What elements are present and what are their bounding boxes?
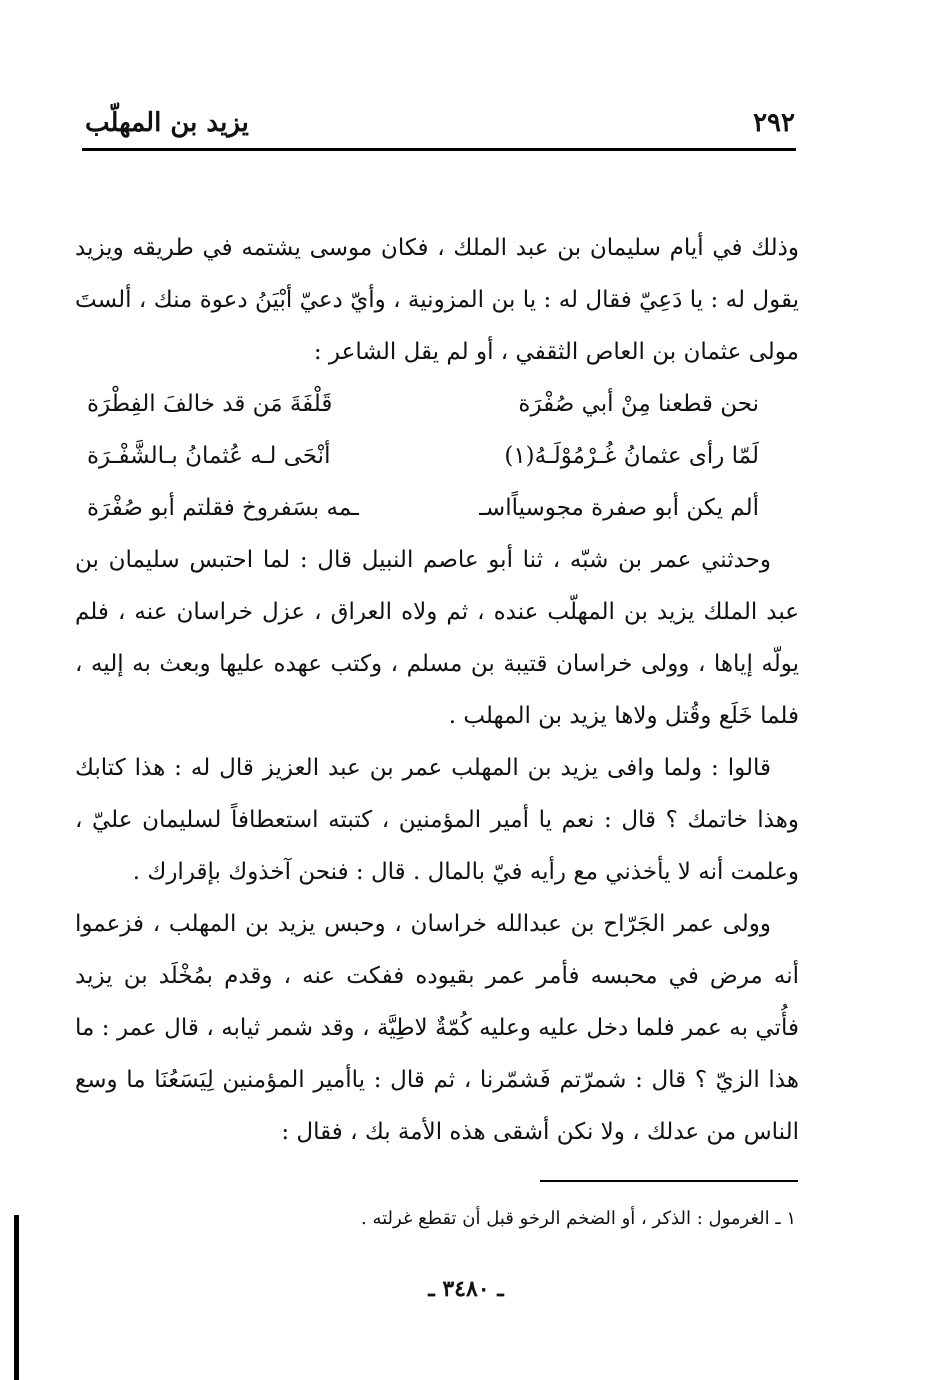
running-title: يزيد بن المهلّب — [85, 108, 249, 138]
verse-line — [87, 482, 759, 534]
footnote-rule — [540, 1180, 798, 1182]
verse-first-hemistich: لَمّا رأى عثمانُ غُـرْمُوْلَـهُ(١) — [504, 443, 759, 469]
verse-second-hemistich: قَلْفَةَ مَن قد خالفَ الفِطْرَة — [87, 391, 333, 417]
poem-verses — [75, 378, 799, 534]
paragraph-1: وذلك في أيام سليمان بن عبد الملك ، فكان موسى يشتمه في طريقه ويزيد يقول له : يا دَعِيّ فقال له : يا بن المزونية ، وأيّ دعيّ أبْيَنُ دعوة منك ، ألستَ مولى عثمان بن العاص الثقفي ، أو لم يقل الشاعر : — [75, 235, 799, 365]
page-header — [85, 108, 795, 148]
verse-second-hemistich: أنْحَى لـه عُثمانُ بـالشَّفْـرَة — [87, 443, 331, 469]
verse-second-hemistich: ـمه بسَفروخ فقلتم أبو صُفْرَة — [87, 495, 359, 521]
verse-first-hemistich: نحن قطعنا مِنْ أبي صُفْرَة — [518, 391, 759, 417]
header-rule — [82, 148, 796, 151]
verse-line — [87, 430, 759, 482]
paragraph-3: قالوا : ولما وافى يزيد بن المهلب عمر بن عبد العزيز قال له : هذا كتابك وهذا خاتمك ؟ قال : نعم يا أمير المؤمنين ، كتبته استعطافاً لسليمان عليّ ، وعلمت أنه لا يأخذني مع رأيه فيّ بالمال . قال : فنحن آخذوك بإقرارك . — [75, 755, 799, 885]
footnote: ١ ـ الغرمول : الذكر ، أو الضخم الرخو قبل أن تقطع غرلته . — [361, 1208, 796, 1229]
paragraph-2: وحدثني عمر بن شبّه ، ثنا أبو عاصم النبيل قال : لما احتبس سليمان بن عبد الملك يزيد بن المهلّب عنده ، ثم ولاه العراق ، عزل خراسان عنه ، فلم يولّه إياها ، وولى خراسان قتيبة بن مسلم ، وكتب عهده عليها وبعث به إليه ، فلما خَلَع وقُتل ولاها يزيد بن المهلب . — [75, 547, 799, 729]
verse-line — [87, 378, 759, 430]
folio-number: ـ ٣٤٨٠ ـ — [428, 1276, 504, 1302]
paragraph-4: وولى عمر الجَرّاح بن عبدالله خراسان ، وحبس يزيد بن المهلب ، فزعموا أنه مرض في محبسه فأمر عمر بقيوده ففكت عنه ، وقدم بمُخْلَد بن يزيد فأُتي به عمر فلما دخل عليه وعليه كُمّةٌ لاطِيَّة ، وقد شمر ثيابه ، قال عمر : ما هذا الزيّ ؟ قال : شمرّتم فَشمّرنا ، ثم قال : ياأمير المؤمنين لِيَسَعُنَا ما وسع الناس من عدلك ، ولا نكن أشقى هذه الأمة بك ، فقال : — [75, 911, 799, 1145]
verse-first-hemistich: ألم يكن أبو صفرة مجوسياًاسـ — [479, 495, 759, 521]
main-text — [75, 222, 799, 1158]
page-number: ٢٩٢ — [753, 108, 795, 138]
